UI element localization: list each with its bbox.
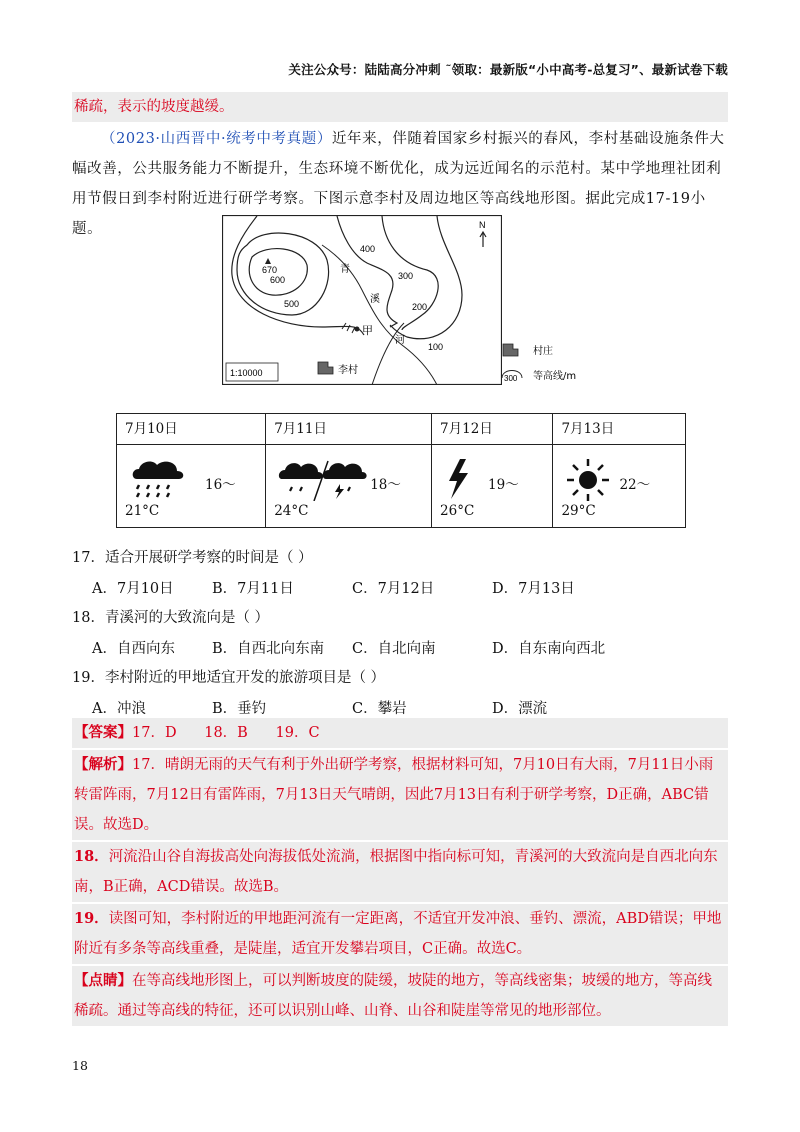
- tip-text: 在等高线地形图上，可以判断坡度的陡缓，坡陡的地方，等高线密集；坡缓的地方，等高线稀疏。通过等高线的特征，还可以识别山峰、山脊、山谷和陡崖等常见的地形部位。: [74, 973, 712, 1019]
- scale-label: 1:10000: [230, 368, 263, 378]
- point-jia-marker: [355, 327, 360, 332]
- weather-high-1: 16～: [205, 477, 236, 493]
- rain-to-thunderstorm-icon: [278, 457, 368, 501]
- weather-cell-1: [117, 445, 266, 528]
- north-label: N: [479, 220, 486, 230]
- analysis-18-text: 河流沿山谷自海拔高处向海拔低处流淌，根据图中指向标可知，青溪河的大致流向是自西北向东南，B正确，ACD错误。故选B。: [74, 849, 718, 895]
- weather-cell-3: [432, 445, 553, 528]
- contour-label-300: 300: [398, 271, 414, 281]
- analysis-18-number: 18．: [74, 848, 109, 865]
- contour-map: [222, 215, 502, 385]
- weather-date-4: 7月13日: [553, 414, 686, 445]
- analysis-19-text: 读图可知，李村附近的甲地距河流有一定距离，不适宜开发冲浪、垂钓、漂流，ABD错误；甲地附近有多条等高线重叠，是陡崖，适宜开发攀岩项目，C正确。故选C。: [74, 911, 722, 957]
- contour-label-100: 100: [428, 342, 444, 352]
- contour-label-200: 200: [412, 302, 428, 312]
- point-jia-label: 甲: [362, 324, 373, 337]
- weather-date-3: 7月12日: [432, 414, 553, 445]
- q18-option-b: B．自西北向东南: [212, 641, 325, 657]
- q19-option-b: B．垂钓: [212, 701, 267, 717]
- q19-option-a: A．冲浪: [92, 701, 146, 717]
- contour-label-600: 600: [270, 275, 286, 285]
- analysis-label: 【解析】: [74, 756, 132, 773]
- weather-low-2: 24°C: [274, 503, 309, 519]
- cliff-hachure: [342, 323, 355, 333]
- previous-explanation-fragment: 稀疏，表示的坡度越缓。: [72, 92, 728, 122]
- q18-option-a: A．自西向东: [92, 641, 175, 657]
- q19-option-d: D．漂流: [492, 701, 548, 717]
- legend-village-icon: [503, 344, 518, 356]
- contour-label-500: 500: [284, 299, 300, 309]
- question-17-stem: 17．适合开展研学考察的时间是（ ）: [72, 550, 313, 566]
- weather-date-2: 7月11日: [266, 414, 432, 445]
- page-number: 18: [72, 1058, 88, 1073]
- analysis-18: [72, 842, 728, 902]
- q17-option-b: B．7月11日: [212, 581, 294, 597]
- q18-option-d: D．自东南向西北: [492, 641, 606, 657]
- question-source: （2023·山西晋中·统考中考真题）: [101, 131, 332, 147]
- weather-table: [116, 413, 686, 528]
- analysis-17: [72, 750, 728, 840]
- weather-low-4: 29°C: [561, 503, 596, 519]
- peak-elevation-label: 670: [262, 265, 278, 275]
- answer-line: [72, 718, 728, 748]
- answer-label: 【答案】: [74, 724, 132, 741]
- weather-date-1: 7月10日: [117, 414, 266, 445]
- question-18-stem: 18．青溪河的大致流向是（ ）: [72, 610, 270, 626]
- north-arrow-icon: [480, 232, 486, 247]
- q18-option-c: C．自北向南: [352, 641, 436, 657]
- contour-label-400: 400: [360, 244, 376, 254]
- question-19-stem: 19．李村附近的甲地适宜开发的旅游项目是（ ）: [72, 670, 386, 686]
- tip-label: 【点睛】: [74, 972, 132, 989]
- village-label: 李村: [338, 365, 358, 376]
- weather-high-2: 18～: [370, 477, 401, 493]
- legend-contour-value: 300: [504, 374, 518, 383]
- q17-option-a: A．7月10日: [92, 581, 174, 597]
- thunder-icon: [444, 457, 474, 501]
- intro-text: 近年来，伴随着国家乡村振兴的春风，李村基础设施条件大幅改善，公共服务能力不断提升，生态环境不断优化，成为远近闻名的示范村。某中学地理社团利用节假日到李村附近进行研学考察。下图示意李村及周边地区等高线地形图。据此完成17-19小题。: [72, 131, 725, 237]
- weather-high-4: 22～: [619, 477, 651, 493]
- weather-low-3: 26°C: [440, 503, 475, 519]
- weather-low-1: 21°C: [125, 503, 160, 519]
- contour-line-600: [249, 249, 307, 296]
- weather-high-3: 19～: [488, 477, 519, 493]
- legend-village-label: 村庄: [533, 346, 553, 357]
- river-char-2: 溪: [370, 294, 380, 305]
- analysis-17-text: 17．晴朗无雨的天气有利于外出研学考察，根据材料可知，7月10日有大雨，7月11日小雨转雷阵雨，7月12日有雷阵雨，7月13日天气晴朗，因此7月13日有利于研学考察，D正确，ABC错误。故选D。: [74, 757, 714, 833]
- peak-icon: [265, 258, 271, 264]
- q19-option-c: C．攀岩: [352, 701, 407, 717]
- q17-option-d: D．7月13日: [492, 581, 575, 597]
- answer-text: 17．D 18．B 19．C: [132, 725, 320, 741]
- village-icon: [318, 362, 333, 374]
- contour-line-400: [232, 216, 364, 335]
- analysis-19-number: 19．: [74, 910, 109, 927]
- q17-option-c: C．7月12日: [352, 581, 435, 597]
- contour-line-500: [237, 233, 329, 315]
- legend-contour-label: 等高线/m: [533, 371, 577, 382]
- analysis-19: [72, 904, 728, 964]
- tip-block: [72, 966, 728, 1026]
- sunny-icon: [565, 457, 611, 503]
- heavy-rain-icon: [129, 457, 189, 501]
- map-legend: [500, 340, 620, 390]
- river-char-1: 青: [340, 264, 350, 275]
- weather-cell-2: [266, 445, 432, 528]
- weather-cell-4: [553, 445, 686, 528]
- river-char-3: 河: [395, 335, 405, 346]
- page-header: 关注公众号：陆陆高分冲刺 ˜领取：最新版“小中高考-总复习”、最新试卷下载: [288, 62, 728, 77]
